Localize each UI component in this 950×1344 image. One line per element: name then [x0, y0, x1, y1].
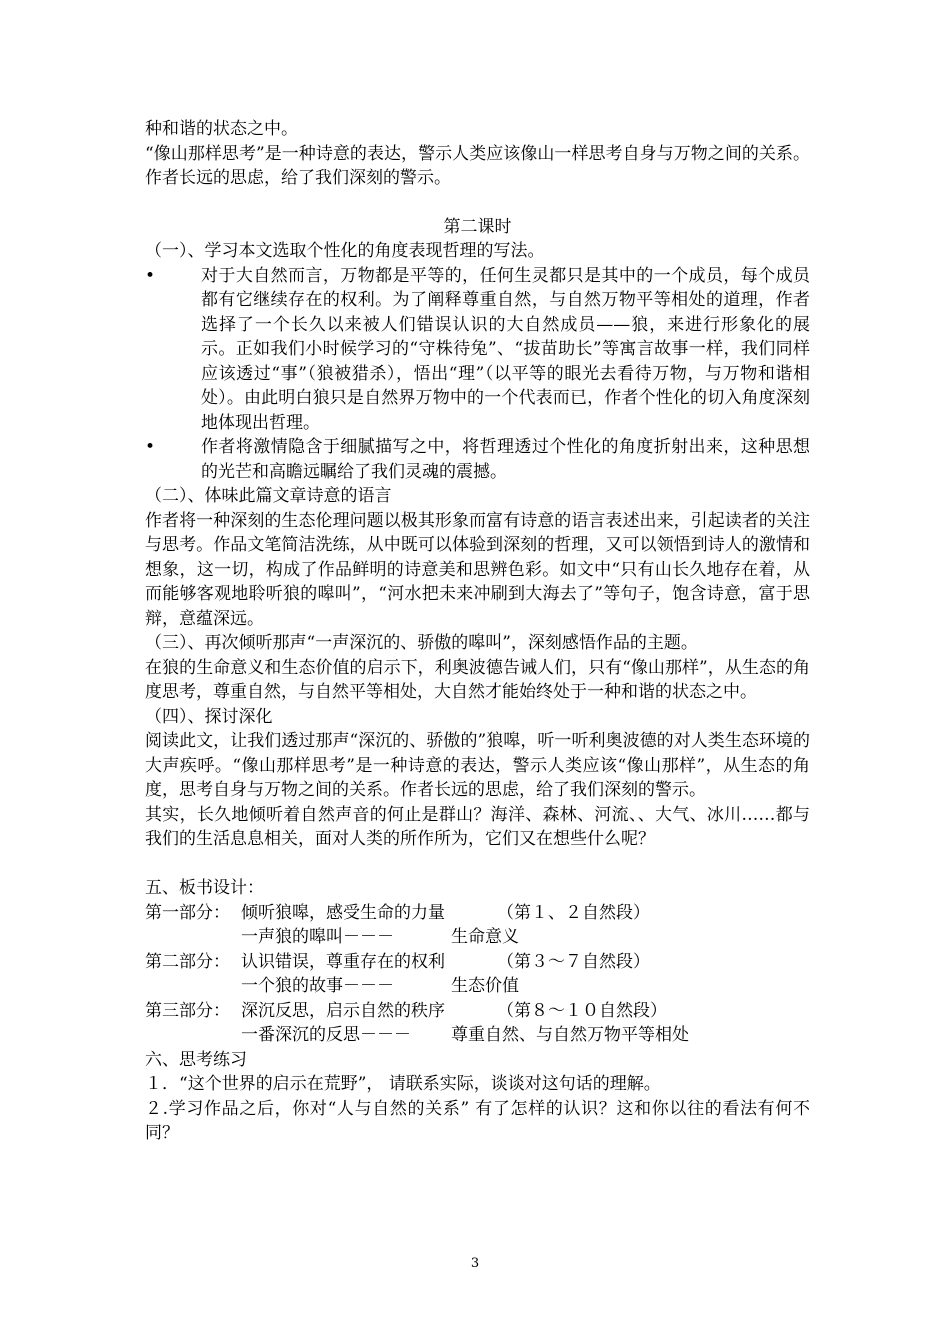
- section3-heading: （三）、再次倾听那声“一声深沉的、骄傲的嗥叫”，深刻感悟作品的主题。: [145, 633, 698, 653]
- board-part-3-detail: [145, 1023, 810, 1048]
- board-detail-right: 生命意义: [451, 927, 519, 947]
- board-part-label: 第一部分：: [145, 902, 230, 923]
- board-part-range: （第８～１０自然段）: [497, 1000, 667, 1021]
- board-heading: 五、板书设计：: [145, 878, 264, 898]
- bullet-symbol: •: [145, 437, 156, 457]
- bullet-symbol: •: [145, 265, 156, 286]
- exercise-question-2: ２.学习作品之后，你对“人与自然的关系” 有了怎样的认识？这和你以往的看法有何不同？: [145, 1098, 810, 1143]
- board-detail-left: 一番深沉的反思－－－: [241, 1025, 411, 1045]
- board-part-2-detail: [145, 974, 810, 999]
- board-part-title: 深沉反思，启示自然的秩序: [241, 1000, 445, 1021]
- section2-heading: （二）、体味此篇文章诗意的语言: [145, 486, 392, 506]
- lesson-title: 第二课时: [443, 216, 512, 237]
- section4-body-2: 其实，长久地倾听着自然声音的何止是群山？海洋、森林、河流、、大气、冰川……都与我们的生活息息相关，面对人类的所作所为，它们又在想些什么呢？: [145, 804, 810, 849]
- section2-body: 作者将一种深刻的生态伦理问题以极其形象而富有诗意的语言表述出来，引起读者的关注与思考。作品文笔简洁洗练，从中既可以体验到深刻的哲理，又可以领悟到诗人的激情和想象，这一切，构成了作品鲜明的诗意美和思辨色彩。如文中“只有山长久地存在着，从而能够客观地聆听狼的嗥叫”，“河水把未来冲刷到大海去了”等句子，饱含诗意，富于思辩，意蕴深远。: [145, 510, 810, 629]
- board-part-title: 倾听狼嗥，感受生命的力量: [241, 902, 445, 923]
- board-part-title: 认识错误，尊重存在的权利: [241, 951, 445, 972]
- bullet-text: 对于大自然而言，万物都是平等的，任何生灵都只是其中的一个成员，每个成员都有它继续存在的权利。为了阐释尊重自然，与自然万物平等相处的道理，作者选择了一个长久以来被人们错误认识的大自然成员——狼，来进行形象化的展示。正如我们小时候学习的“守株待兔”、“拔苗助长”等寓言故事一样，我们同样应该透过“事”（狼被猎杀），悟出“理”（以平等的眼光去看待万物，与万物和谐相处）。由此明白狼只是自然界万物中的一个代表而已，作者个性化的切入角度深刻地体现出哲理。: [201, 265, 810, 433]
- board-detail-left: 一个狼的故事－－－: [241, 976, 394, 996]
- page-number: 3: [470, 1256, 480, 1271]
- bullet-text: 作者将激情隐含于细腻描写之中，将哲理透过个性化的角度折射出来，这种思想的光芒和高瞻远瞩给了我们灵魂的震撼。: [201, 437, 810, 482]
- section1-heading: （一）、学习本文选取个性化的角度表现哲理的写法。: [145, 241, 545, 261]
- section4-body-1: 阅读此文，让我们透过那声“深沉的、骄傲的”狼嗥，听一听利奥波德的对人类生态环境的大声疾呼。“像山那样思考”是一种诗意的表达，警示人类应该“像山那样”，从生态的角度，思考自身与万物之间的关系。作者长远的思虑，给了我们深刻的警示。: [145, 731, 810, 800]
- board-part-3: [145, 999, 810, 1024]
- board-detail-right: 尊重自然、与自然万物平等相处: [451, 1025, 689, 1045]
- board-part-range: （第３～７自然段）: [497, 951, 650, 972]
- paragraph-top-1: 种和谐的状态之中。: [145, 119, 298, 139]
- section1-bullet-2: [145, 435, 810, 484]
- board-part-1: [145, 901, 810, 926]
- blank-line: [145, 852, 810, 877]
- paragraph-top-2: “像山那样思考”是一种诗意的表达，警示人类应该像山一样思考自身与万物之间的关系。作者长远的思虑，给了我们深刻的警示。: [145, 143, 810, 188]
- exercise-question-1: １．“这个世界的启示在荒野”， 请联系实际，谈谈对这句话的理解。: [145, 1074, 661, 1094]
- board-part-label: 第三部分：: [145, 1000, 230, 1021]
- page-content: [145, 117, 810, 1146]
- board-part-1-detail: [145, 925, 810, 950]
- board-part-range: （第１、２自然段）: [497, 902, 650, 923]
- board-detail-left: 一声狼的嗥叫－－－: [241, 927, 394, 947]
- section4-heading: （四）、探讨深化: [145, 706, 273, 727]
- exercises-heading: 六、思考练习: [145, 1049, 247, 1070]
- section1-bullet-1: [145, 264, 810, 436]
- board-detail-right: 生态价值: [451, 976, 519, 996]
- section3-body: 在狼的生命意义和生态价值的启示下，利奥波德告诫人们，只有“像山那样”，从生态的角度思考，尊重自然，与自然平等相处，大自然才能始终处于一种和谐的状态之中。: [145, 657, 810, 702]
- board-part-2: [145, 950, 810, 975]
- board-part-label: 第二部分：: [145, 951, 230, 972]
